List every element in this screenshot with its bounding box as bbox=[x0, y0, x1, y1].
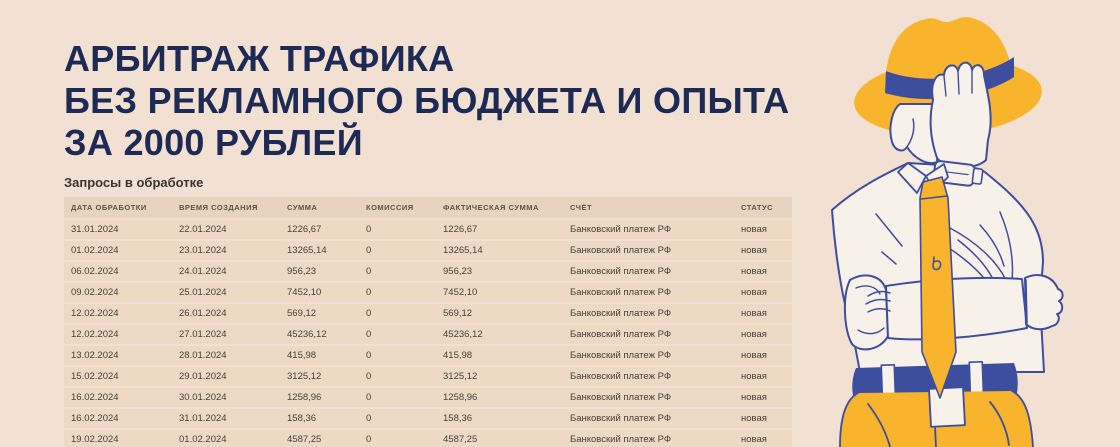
cell-amount: 1258,96 bbox=[287, 392, 322, 403]
cell-actual-amount: 3125,12 bbox=[443, 371, 478, 382]
cell-account: Банковский платеж РФ bbox=[570, 308, 672, 319]
col-header-creation-time: ВРЕМЯ СОЗДАНИЯ bbox=[179, 203, 258, 212]
cell-processing-date: 12.02.2024 bbox=[71, 329, 119, 340]
section-label: Запросы в обработке bbox=[64, 175, 204, 190]
col-header-actual-amount: ФАКТИЧЕСКАЯ СУММА bbox=[443, 203, 539, 212]
col-header-amount: СУММА bbox=[287, 203, 318, 212]
table-row[interactable] bbox=[64, 409, 792, 428]
cell-actual-amount: 7452,10 bbox=[443, 287, 478, 298]
table-row[interactable] bbox=[64, 325, 792, 344]
cell-creation-time: 23.01.2024 bbox=[179, 245, 227, 256]
cell-processing-date: 06.02.2024 bbox=[71, 266, 119, 277]
cell-commission: 0 bbox=[366, 350, 372, 361]
cell-actual-amount: 956,23 bbox=[443, 266, 473, 277]
cell-amount: 569,12 bbox=[287, 308, 317, 319]
cell-creation-time: 27.01.2024 bbox=[179, 329, 227, 340]
col-header-account: СЧЁТ bbox=[570, 203, 593, 212]
cell-status: новая bbox=[741, 245, 767, 256]
page-title bbox=[64, 38, 789, 164]
cell-amount: 3125,12 bbox=[287, 371, 322, 382]
cell-account: Банковский платеж РФ bbox=[570, 392, 672, 403]
table-row[interactable] bbox=[64, 388, 792, 407]
cell-processing-date: 15.02.2024 bbox=[71, 371, 119, 382]
table-row[interactable] bbox=[64, 220, 792, 239]
man-fedora-illustration-svg bbox=[830, 0, 1120, 447]
cell-commission: 0 bbox=[366, 413, 372, 424]
col-header-processing-date: ДАТА ОБРАБОТКИ bbox=[71, 203, 147, 212]
cell-processing-date: 09.02.2024 bbox=[71, 287, 119, 298]
cell-commission: 0 bbox=[366, 371, 372, 382]
cell-commission: 0 bbox=[366, 308, 372, 319]
cell-commission: 0 bbox=[366, 434, 372, 445]
cell-creation-time: 25.01.2024 bbox=[179, 287, 227, 298]
cell-actual-amount: 415,98 bbox=[443, 350, 473, 361]
cell-actual-amount: 1226,67 bbox=[443, 224, 478, 235]
requests-table bbox=[64, 197, 792, 447]
cell-actual-amount: 4587,25 bbox=[443, 434, 478, 445]
cell-processing-date: 16.02.2024 bbox=[71, 392, 119, 403]
cell-processing-date: 12.02.2024 bbox=[71, 308, 119, 319]
table-row[interactable] bbox=[64, 283, 792, 302]
cell-amount: 13265,14 bbox=[287, 245, 327, 256]
cell-actual-amount: 569,12 bbox=[443, 308, 473, 319]
table-row[interactable] bbox=[64, 430, 792, 447]
table-row[interactable] bbox=[64, 241, 792, 260]
cell-commission: 0 bbox=[366, 329, 372, 340]
cell-amount: 4587,25 bbox=[287, 434, 322, 445]
cell-status: новая bbox=[741, 266, 767, 277]
cell-account: Банковский платеж РФ bbox=[570, 266, 672, 277]
cell-commission: 0 bbox=[366, 224, 372, 235]
page-title-line-3: ЗА 2000 РУБЛЕЙ bbox=[64, 122, 363, 163]
cell-status: новая bbox=[741, 434, 767, 445]
cell-commission: 0 bbox=[366, 392, 372, 403]
col-header-commission: КОМИССИЯ bbox=[366, 203, 414, 212]
cell-amount: 45236,12 bbox=[287, 329, 327, 340]
cell-status: новая bbox=[741, 329, 767, 340]
cell-status: новая bbox=[741, 350, 767, 361]
cell-commission: 0 bbox=[366, 287, 372, 298]
table-row[interactable] bbox=[64, 262, 792, 281]
cell-creation-time: 22.01.2024 bbox=[179, 224, 227, 235]
cell-status: новая bbox=[741, 413, 767, 424]
table-row[interactable] bbox=[64, 346, 792, 365]
cell-processing-date: 13.02.2024 bbox=[71, 350, 119, 361]
cell-account: Банковский платеж РФ bbox=[570, 350, 672, 361]
cell-commission: 0 bbox=[366, 266, 372, 277]
cell-creation-time: 30.01.2024 bbox=[179, 392, 227, 403]
cell-creation-time: 28.01.2024 bbox=[179, 350, 227, 361]
cell-account: Банковский платеж РФ bbox=[570, 329, 672, 340]
cell-amount: 158,36 bbox=[287, 413, 317, 424]
cell-actual-amount: 158,36 bbox=[443, 413, 473, 424]
cell-amount: 415,98 bbox=[287, 350, 317, 361]
cell-account: Банковский платеж РФ bbox=[570, 224, 672, 235]
cell-status: новая bbox=[741, 224, 767, 235]
cell-status: новая bbox=[741, 287, 767, 298]
cell-account: Банковский платеж РФ bbox=[570, 413, 672, 424]
page-title-line-2: БЕЗ РЕКЛАМНОГО БЮДЖЕТА И ОПЫТА bbox=[64, 80, 790, 121]
cell-processing-date: 01.02.2024 bbox=[71, 245, 119, 256]
cell-creation-time: 26.01.2024 bbox=[179, 308, 227, 319]
table-row[interactable] bbox=[64, 367, 792, 386]
cell-account: Банковский платеж РФ bbox=[570, 245, 672, 256]
cell-account: Банковский платеж РФ bbox=[570, 434, 672, 445]
cell-processing-date: 19.02.2024 bbox=[71, 434, 119, 445]
col-header-status: СТАТУС bbox=[741, 203, 774, 212]
table-body bbox=[64, 220, 792, 447]
cell-commission: 0 bbox=[366, 245, 372, 256]
cell-actual-amount: 13265,14 bbox=[443, 245, 483, 256]
cell-account: Банковский платеж РФ bbox=[570, 287, 672, 298]
cell-amount: 956,23 bbox=[287, 266, 317, 277]
cell-actual-amount: 45236,12 bbox=[443, 329, 483, 340]
cell-status: новая bbox=[741, 371, 767, 382]
table-row[interactable] bbox=[64, 304, 792, 323]
cell-creation-time: 31.01.2024 bbox=[179, 413, 227, 424]
cell-account: Банковский платеж РФ bbox=[570, 371, 672, 382]
cell-processing-date: 31.01.2024 bbox=[71, 224, 119, 235]
cell-status: новая bbox=[741, 392, 767, 403]
table-header-row bbox=[64, 197, 792, 218]
cell-creation-time: 24.01.2024 bbox=[179, 266, 227, 277]
cell-amount: 7452,10 bbox=[287, 287, 322, 298]
cell-processing-date: 16.02.2024 bbox=[71, 413, 119, 424]
cell-status: новая bbox=[741, 308, 767, 319]
page-title-line-1: АРБИТРАЖ ТРАФИКА bbox=[64, 38, 455, 79]
cell-creation-time: 01.02.2024 bbox=[179, 434, 227, 445]
cell-amount: 1226,67 bbox=[287, 224, 322, 235]
cell-actual-amount: 1258,96 bbox=[443, 392, 478, 403]
cell-creation-time: 29.01.2024 bbox=[179, 371, 227, 382]
man-fedora-illustration bbox=[830, 0, 1120, 447]
